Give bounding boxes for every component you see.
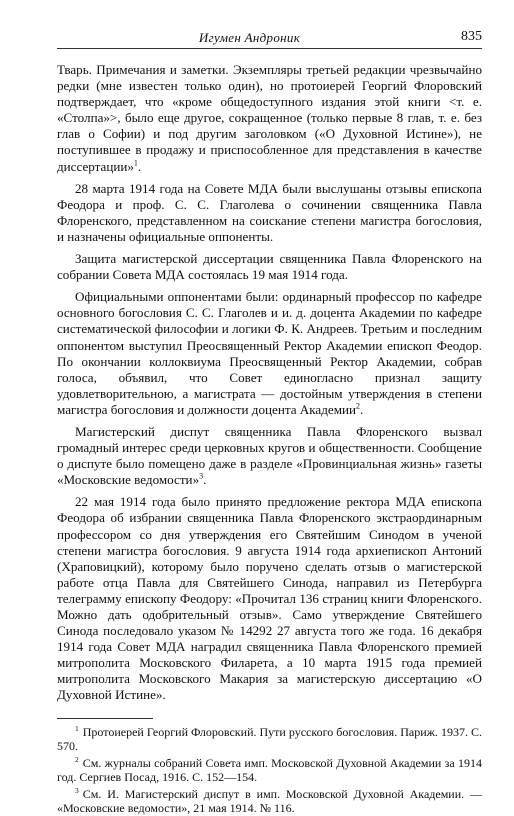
footnote-divider (57, 718, 153, 719)
paragraph: 28 марта 1914 года на Совете МДА были выслушаны отзывы епископа Феодора и проф. С. С. Глаголева о сочинении священника Павла Флоренского, представленном на соискание степени магистра богословия, и назначены официальные оппоненты. (57, 180, 482, 244)
page-header (57, 26, 482, 49)
paragraph: Официальными оппонентами были: ординарный профессор по кафедре основного богословия С. С. Глаголев и и. д. доцента Академии по кафедре систематической философии и логики Ф. К. Андреев. Третьим и последним оппонентом выступил Преосвященный Ректор Академии епископ Феодор. По окончании коллоквиума Преосвященный Ректор Академии, собрав голоса, объявил, что Совет единогласно признал защиту удовлетворительною, а магистрата — достойным утверждения в степени магистра богословия и должности доцента Академии$^2$. (57, 289, 482, 417)
footnote: $^2$ См. журналы собраний Совета имп. Московской Духовной Академии за 1914 год. Сергиев Посад, 1916. С. 152—154. (57, 754, 482, 785)
footnotes (57, 725, 482, 816)
running-title: Игумен Андроник (198, 30, 301, 45)
paragraph: Магистерский диспут священника Павла Флоренского вызвал громадный интерес среди церковных кругов и общественности. Сообщение о диспуте было помещено даже в разделе «Провинциальная жизнь» газеты «Московские ведомости»$^3$. (57, 423, 482, 488)
footnote-mark: 1 (75, 723, 79, 733)
footnote-mark: 2 (75, 754, 79, 764)
page-number: 835 (461, 29, 482, 44)
footnote: $^1$ Протоиерей Георгий Флоровский. Пути русского богословия. Париж. 1937. С. 570. (57, 723, 482, 754)
paragraph: Тварь. Примечания и заметки. Экземпляры третьей редакции чрезвычайно редки (мне известен только один), но протоиерей Георгий Флоровский подтверждает, что «кроме общедоступного издания этой книги <т. е. «Столпа»>, было еще другое, сокращенное (только первые 8 глав, т. е. без глав о Софии) и под другим заголовком («О Духовной Истине»), не поступившее в продажу и приспособленное для представления в качестве диссертации»$^1$. (57, 62, 482, 174)
footnote-mark: 3 (75, 785, 79, 795)
paragraph: 22 мая 1914 года было принято предложение ректора МДА епископа Феодора об избрании священника Павла Флоренского экстраординарным профессором со дня утверждения его Святейшим Синодом в ученой степени магистра богословия. 9 августа 1914 года архиепископ Антоний (Храповицкий), которому было поручено сделать отзыв о магистерской работе отца Павла для Святейшего Синода, направил из Петербурга телеграмму епископу Феодору: «Прочитал 136 страниц книги Флоренского. Можно дать одобрительный отзыв». Само утверждение Святейшего Синода последовало указом № 14292 27 августа того же года. 16 декабря 1914 года Совет МДА наградил священника Павла Флоренского премией митрополита Московского Филарета, а 10 марта 1915 года премией митрополита Московского Макария за магистерскую диссертацию «О Духовной Истине». (57, 494, 482, 703)
body-text (57, 62, 482, 704)
paragraph: Защита магистерской диссертации священника Павла Флоренского на собрании Совета МДА состоялась 19 мая 1914 года. (57, 251, 482, 283)
footnote: $^3$ См. И. Магистерский диспут в имп. Московской Духовной Академии. — «Московские ведомости», 21 мая 1914. № 116. (57, 785, 482, 816)
footnote-ref[interactable]: 2 (356, 401, 361, 411)
footnote-ref[interactable]: 1 (133, 158, 138, 168)
footnote-ref[interactable]: 3 (199, 471, 204, 481)
